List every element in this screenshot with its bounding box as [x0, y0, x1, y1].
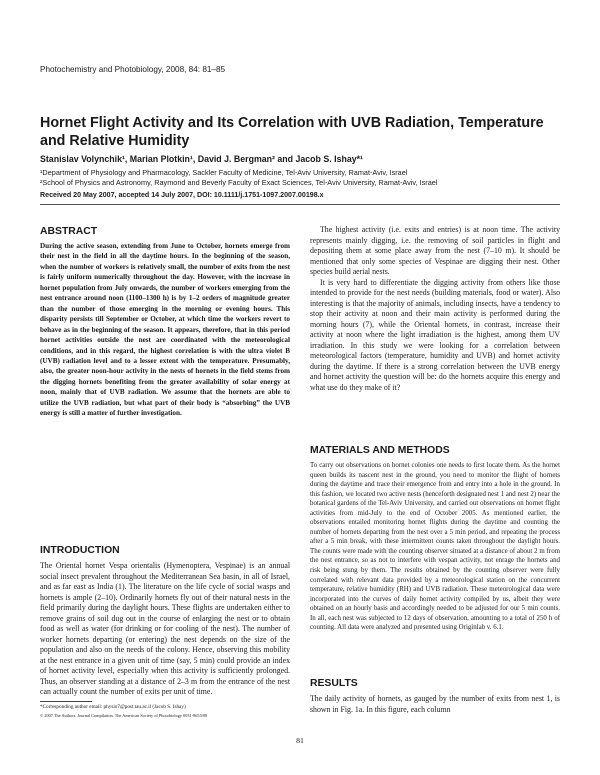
page-number: 81 — [296, 736, 304, 745]
paragraph: The highest activity (i.e. exits and entries) is at noon time. The activity represents mainly digging, i.e. the removing of soil particles in flight and depositing them at some place away from the nest (7–10 m). It should be mentioned that only some species of Vespinae are digging their nest. Other species build aerial nests. — [310, 225, 560, 276]
introduction-heading: INTRODUCTION — [40, 545, 120, 556]
abstract-text: During the active season, extending from June to October, hornets emerge from their nest in the field in all the daytime hours. In the beginning of the season, when the number of workers is relatively small, the number of exits from the nest is fairly uniform numerically throughout the day. However, with the increase in hornet population from July onwards, the number of workers emerging from the nest entrance around noon (1100–1300 h) is by 1–2 orders of magnitude greater than the number of those emerging in the morning or evening hours. This disparity persists till September or October, at which time the workers revert to behave as in the beginning of the season. It appears, therefore, that in this period hornet activities outside the nest are coordinated with the meteorological conditions, and in this regard, the highest correlation is with the ultra violet B (UVB) radiation level and to a lesser extent with the temperature. Presumably, also, the greater noon-hour activity in the nests of hornets in the field stems from the digging hornets benefiting from the greater availability of solar energy at noon, mainly that of UVB radiation. We assume that the hornets are able to utilize the UVB radiation, but what part of their body is “absorbing” the UVB energy is still a matter of further investigation. — [40, 242, 290, 418]
methods-text: To carry out observations on hornet colonies one needs to first locate them. As the hornet queen builds its nascent nest in the ground, you need to monitor the flight of hornets during the daytime and trace their emergence from and entry into a hole in the ground. In this fashion, we located two active nests (henceforth designated nest 1 and nest 2) near the botanical gardens of the Tel-Aviv University, and carried out observations on hornet flight activities from mid-July to the end of October 2005. As mentioned earlier, the observations entailed monitoring hornet flights during the daytime and counting the number of hornets departing from the nest over a 5 min period, and repeating the process after a 5 min break, with these intermittent counts taken throughout the daylight hours. The counts were made with the counting observer situated at a distance of about 2 m from the nest entrance, so as not to interfere with vespan activity, not enrage the hornets and risk being stung by them. The results obtained by the counting observer were fully correlated with relevant data provided by a meteorological station on the concurrent temperature, relative humidity (RH) and UVB radiation. These meteorological data were incorporated into the curves of daily hornet activity compiled by us, albeit they were obtained on an hourly basis and accordingly needed to be adjusted for our 5 min counts. In all, each nest was subjected to 12 days of observation, amounting to a total of 250 h of counting. All data were analyzed and presented using Originlab v. 6.1. — [310, 462, 560, 632]
journal-citation: Photochemistry and Photobiology, 2008, 84: 81–85 — [40, 65, 226, 74]
affiliation-1: ¹Department of Physiology and Pharmacology, Sackler Faculty of Medicine, Tel-Aviv University, Ramat-Aviv, Israel — [40, 168, 408, 177]
abstract-heading: ABSTRACT — [40, 226, 98, 237]
affiliation-2: ²School of Physics and Astronomy, Raymond and Beverly Faculty of Exact Sciences, Tel-Aviv University, Ramat-Aviv, Israel — [40, 178, 438, 187]
header-divider — [40, 204, 560, 205]
article-title: Hornet Flight Activity and Its Correlation with UVB Radiation, Temperature and Relative Humidity — [40, 115, 544, 149]
results-heading: RESULTS — [310, 678, 358, 689]
methods-heading: MATERIALS AND METHODS — [310, 445, 450, 456]
copyright-footnote: © 2007 The Authors. Journal Compilation. The American Society of Photobiology 0031-8655/08 — [40, 713, 208, 718]
results-text: The daily activity of hornets, as gauged by the number of exits from nest 1, is shown in Fig. 1a. In this figure, each column — [310, 694, 560, 714]
introduction-continued — [310, 225, 560, 393]
received-dates-doi: Received 20 May 2007, accepted 14 July 2007, DOI: 10.1111/j.1751-1097.2007.00198.x — [40, 191, 324, 199]
footnote-divider — [40, 701, 92, 702]
author-list: Stanislav Volynchik¹, Marian Plotkin¹, David J. Bergman² and Jacob S. Ishay*¹ — [40, 154, 363, 164]
paragraph: It is very hard to differentiate the digging activity from others like those intended to provide for the nest needs (building materials, food or water). Also interesting is that the majority of animals, including insects, have a tendency to stop their activity at noon and their main activity is performed during the morning hours (7), while the Oriental hornets, in contrast, increase their activity at noon where the light irradiation is the highest, among them UV irradiation. In this study we were looking for a correlation between meteorological factors (temperature, humidity and UVB) and hornet activity during the daytime. If there is a strong correlation between the UVB energy and hornet activity the question will be: do the hornets acquire this energy and what use do they make of it? — [310, 277, 560, 392]
introduction-text: The Oriental hornet Vespa orientalis (Hymenoptera, Vespinae) is an annual social insect prevalent throughout the Mediterranean Sea basin, in all of Israel, and as far east as India (1). The literature on the life cycle of social wasps and hornets is ample (2–10). Ordinarily hornets fly out of their natural nests in the field primarily during the daylight hours. These flights are undertaken either to remove grains of soil dug out in the course of enlarging the nest or to obtain food as well as water (for drinking or for cooling of the nest). The number of worker hornets departing (or entering) the nest depends on the size of the population and also on the needs of the colony. Hence, observing this mobility at the nest entrance in a given unit of time (say, 5 min) could provide an index of hornet activity level, especially when this activity is sufficiently prolonged. Thus, an observer standing at a distance of 2–3 m from the entrance of the nest can actually count the number of exits per unit of time. — [40, 561, 290, 696]
correspondence-footnote: *Corresponding author email: physio7@post.tau.ac.il (Jacob S. Ishay) — [40, 704, 186, 710]
